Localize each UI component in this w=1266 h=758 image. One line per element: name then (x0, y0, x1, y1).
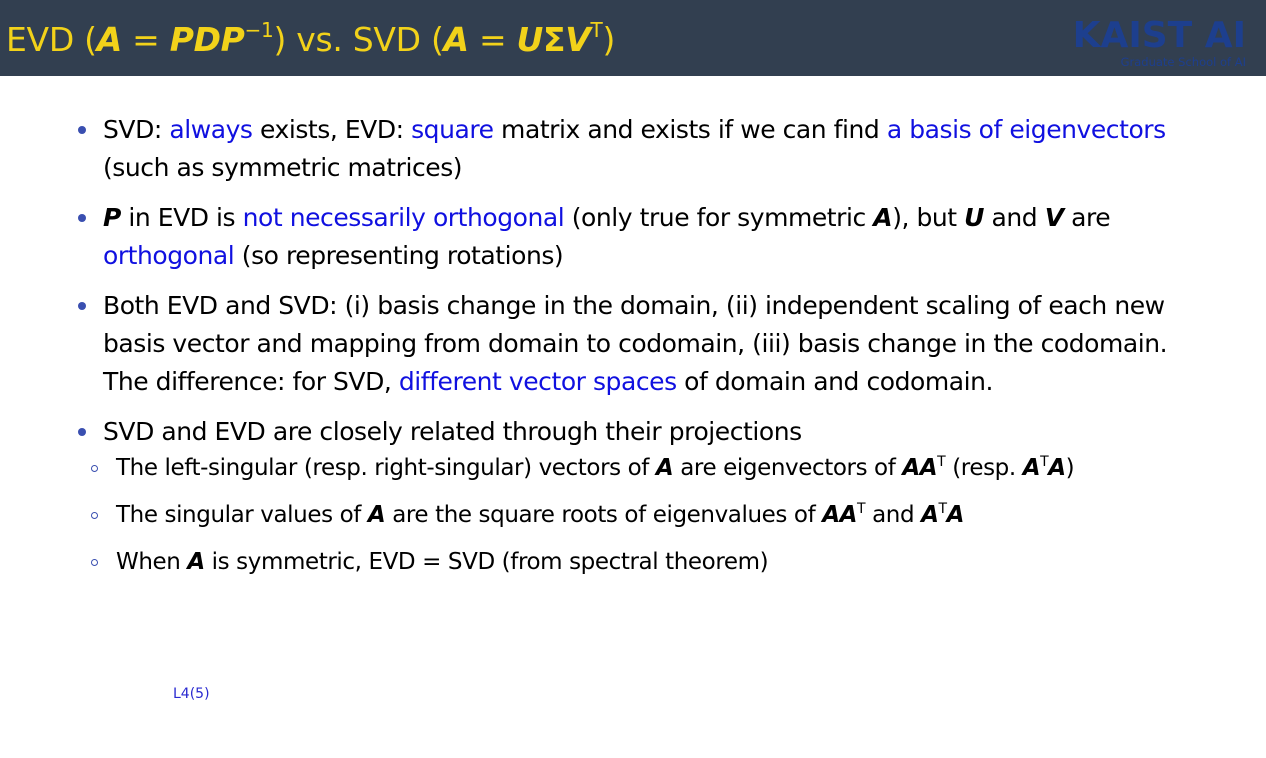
text: and (984, 203, 1045, 232)
title-text: ) (602, 20, 616, 59)
sub-bullet-item (76, 545, 1186, 579)
highlight-text: orthogonal (103, 241, 235, 270)
math: A (367, 502, 386, 528)
exponent: T (857, 501, 866, 517)
logo-subtitle: Graduate School of AI (1120, 55, 1246, 69)
text: and (865, 502, 922, 528)
logo-wordmark: KAIST AI (1072, 15, 1246, 56)
math: V (1044, 203, 1064, 232)
text: When (116, 549, 188, 575)
bullet-item (76, 287, 1186, 401)
title-text: = (468, 20, 517, 59)
text: SVD: (103, 115, 170, 144)
highlight-text: different vector spaces (398, 367, 677, 396)
slide-body (76, 111, 1186, 592)
text: The left-singular (resp. right-singular) vectors of (116, 455, 656, 481)
math: A (1022, 455, 1041, 481)
highlight-text: square (411, 115, 494, 144)
text: of domain and codomain. (676, 367, 994, 396)
bullet-item (76, 413, 1186, 451)
slide-title (6, 20, 615, 60)
math: A (946, 502, 965, 528)
text: is symmetric, EVD = SVD (from spectral theorem) (204, 549, 769, 575)
text: are (1063, 203, 1111, 232)
math: A (655, 455, 674, 481)
bullet-dot-icon (78, 214, 86, 222)
math: AA (822, 502, 857, 528)
math: U (964, 203, 985, 232)
text: (such as symmetric matrices) (103, 153, 463, 182)
title-math: PDP (169, 20, 245, 59)
bullet-item (76, 111, 1186, 187)
highlight-text: not necessarily orthogonal (242, 203, 565, 232)
text: The singular values of (116, 502, 368, 528)
sub-bullet-item (76, 451, 1186, 485)
math: P (103, 203, 121, 232)
exponent: T (937, 454, 946, 470)
sub-bullet-circle-icon (91, 512, 98, 519)
math: AA (902, 455, 938, 481)
sub-bullet-list (76, 451, 1186, 579)
text: in EVD is (120, 203, 243, 232)
bullet-dot-icon (78, 302, 86, 310)
title-text: EVD ( (6, 20, 97, 59)
title-math: A (96, 20, 122, 59)
text: (only true for symmetric (564, 203, 874, 232)
sub-bullet-circle-icon (91, 465, 98, 472)
text: are the square roots of eigenvalues of (385, 502, 823, 528)
text: ), but (892, 203, 965, 232)
lecture-reference-link[interactable]: L4(5) (173, 686, 210, 702)
text: (so representing rotations) (234, 241, 564, 270)
text: matrix and exists if we can find (493, 115, 887, 144)
title-math: V (565, 20, 591, 59)
math: A (873, 203, 893, 232)
text: Both EVD and SVD: (i) basis change in the domain, (ii) independent scaling of each new basis vector and mapping from domain to codomain, (iii) basis change in the codomain. The difference: for SVD, (103, 291, 1168, 396)
title-math: A (443, 20, 469, 59)
kaist-ai-logo (1066, 17, 1246, 69)
title-exponent: −1 (244, 18, 274, 42)
text: are eigenvectors of (673, 455, 903, 481)
text: ) (1065, 455, 1075, 481)
sub-bullet-circle-icon (91, 559, 98, 566)
title-bar (0, 0, 1266, 76)
text: SVD and EVD are closely related through their projections (103, 417, 802, 446)
bullet-dot-icon (78, 428, 86, 436)
bullet-item (76, 199, 1186, 275)
sub-bullet-item (76, 498, 1186, 532)
highlight-text: a basis of eigenvectors (886, 115, 1166, 144)
math: A (1048, 455, 1066, 481)
title-exponent: T (590, 18, 603, 42)
math: A (921, 502, 939, 528)
math: A (187, 549, 205, 575)
title-text: = (121, 20, 170, 59)
title-text: ) vs. SVD ( (273, 20, 444, 59)
title-math: Σ (543, 20, 566, 59)
text: exists, EVD: (252, 115, 412, 144)
title-math: U (516, 20, 544, 59)
text: (resp. (945, 455, 1023, 481)
bullet-dot-icon (78, 126, 86, 134)
exponent: T (938, 501, 947, 517)
highlight-text: always (169, 115, 253, 144)
exponent: T (1040, 454, 1049, 470)
